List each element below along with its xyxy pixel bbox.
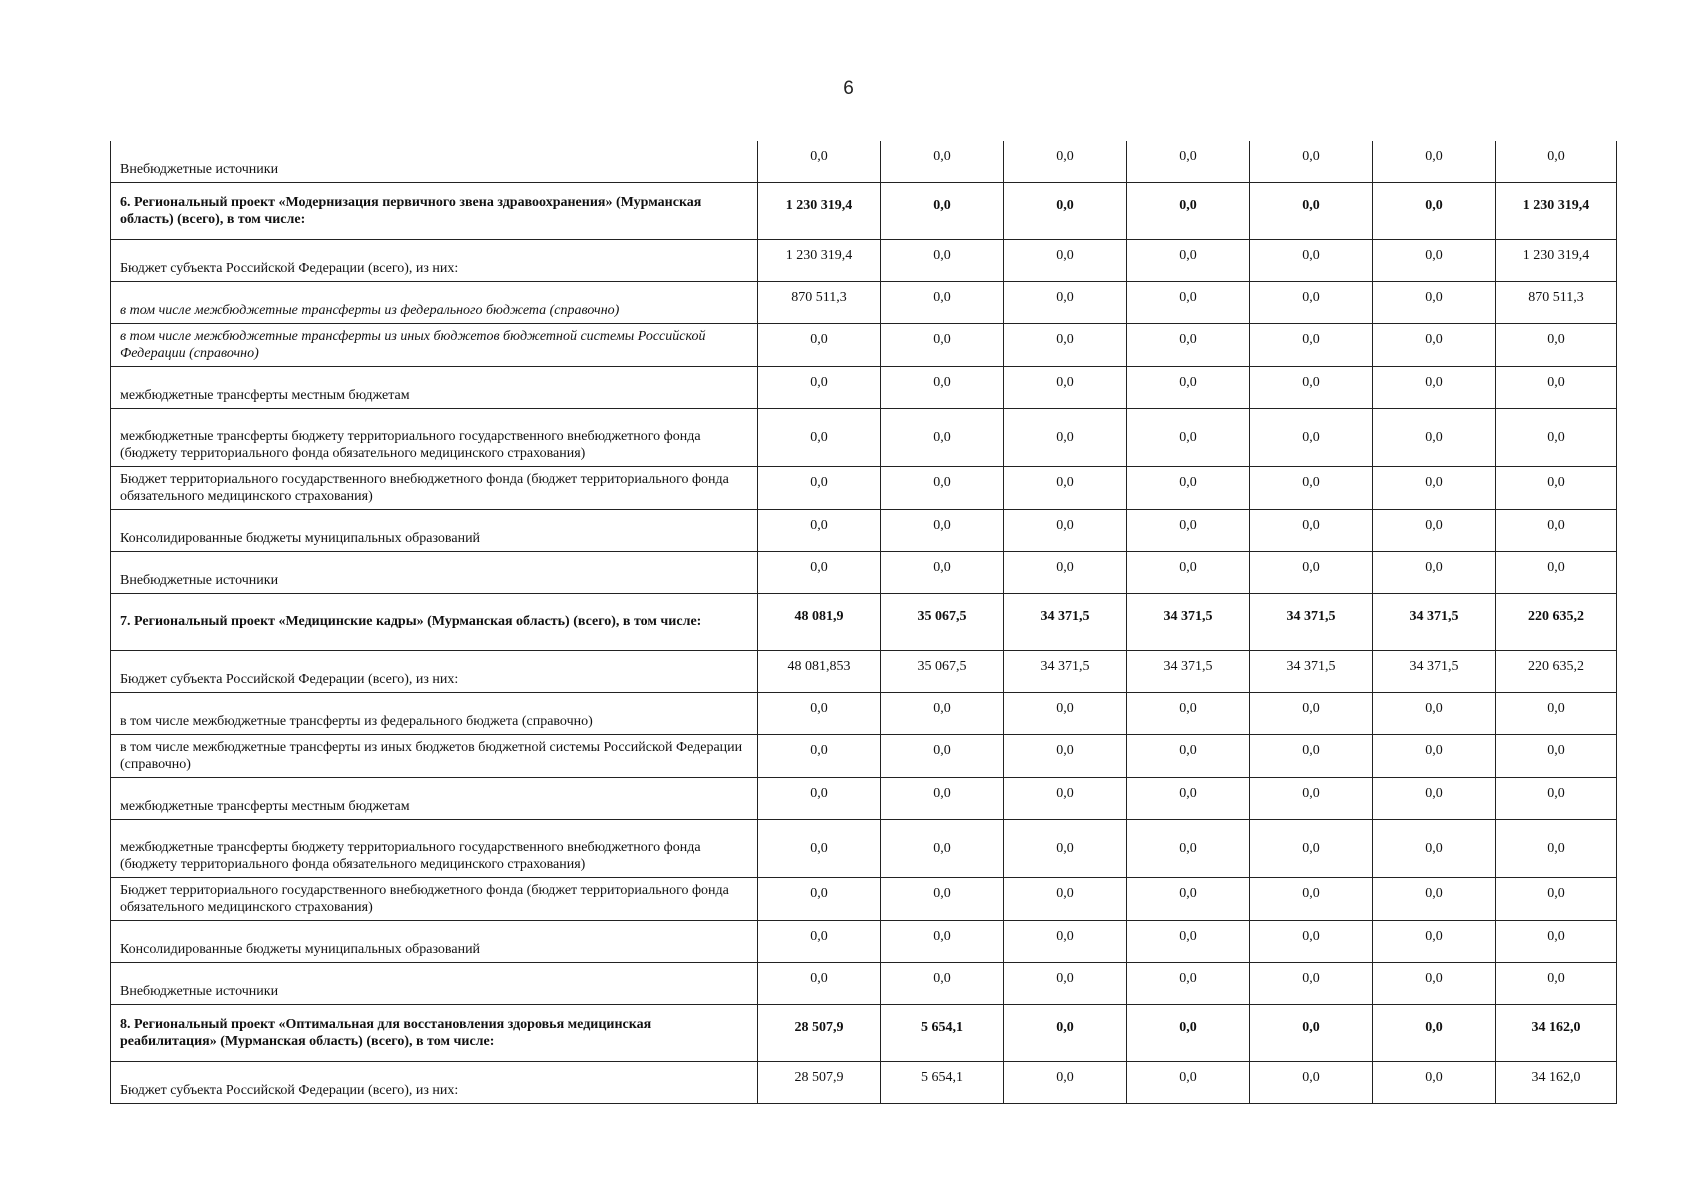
value-cell: 0,0 <box>881 182 1004 239</box>
value-cell: 0,0 <box>1127 466 1250 509</box>
value-cell: 0,0 <box>881 366 1004 408</box>
value-cell: 0,0 <box>1250 777 1373 819</box>
value-cell: 0,0 <box>758 323 881 366</box>
value-cell: 0,0 <box>1496 920 1617 962</box>
value-cell: 0,0 <box>1373 819 1496 877</box>
value-cell: 0,0 <box>1496 141 1617 182</box>
value-cell: 0,0 <box>881 877 1004 920</box>
value-cell: 34 371,5 <box>1127 650 1250 692</box>
value-cell: 0,0 <box>1373 734 1496 777</box>
value-cell: 870 511,3 <box>758 281 881 323</box>
value-cell: 0,0 <box>1373 1061 1496 1103</box>
value-cell: 0,0 <box>1373 962 1496 1004</box>
row-label: Консолидированные бюджеты муниципальных образований <box>111 920 758 962</box>
row-label: Бюджет территориального государственного внебюджетного фонда (бюджет территориального фонда обязательного медицинского страхования) <box>111 877 758 920</box>
value-cell: 0,0 <box>1496 734 1617 777</box>
value-cell: 0,0 <box>1250 141 1373 182</box>
value-cell: 28 507,9 <box>758 1061 881 1103</box>
value-cell: 1 230 319,4 <box>1496 182 1617 239</box>
row-label: в том числе межбюджетные трансферты из федерального бюджета (справочно) <box>111 692 758 734</box>
value-cell: 0,0 <box>1127 408 1250 466</box>
value-cell: 0,0 <box>1004 182 1127 239</box>
value-cell: 0,0 <box>1250 1004 1373 1061</box>
value-cell: 0,0 <box>1004 281 1127 323</box>
value-cell: 0,0 <box>1127 182 1250 239</box>
row-label: Внебюджетные источники <box>111 141 758 182</box>
value-cell: 34 371,5 <box>1373 650 1496 692</box>
value-cell: 34 162,0 <box>1496 1004 1617 1061</box>
value-cell: 0,0 <box>1373 408 1496 466</box>
row-label: Бюджет субъекта Российской Федерации (всего), из них: <box>111 650 758 692</box>
value-cell: 0,0 <box>1250 877 1373 920</box>
row-label: межбюджетные трансферты бюджету территориального государственного внебюджетного фонда (бюджету территориального фонда обязательного медицинского страхования) <box>111 819 758 877</box>
value-cell: 0,0 <box>881 239 1004 281</box>
value-cell: 34 371,5 <box>1250 650 1373 692</box>
value-cell: 0,0 <box>1250 239 1373 281</box>
value-cell: 0,0 <box>758 509 881 551</box>
value-cell: 0,0 <box>1127 551 1250 593</box>
value-cell: 0,0 <box>1004 962 1127 1004</box>
value-cell: 0,0 <box>758 777 881 819</box>
budget-table <box>110 141 1617 1104</box>
value-cell: 0,0 <box>1004 692 1127 734</box>
value-cell: 0,0 <box>1004 141 1127 182</box>
value-cell: 0,0 <box>881 920 1004 962</box>
table-row <box>111 777 1617 819</box>
row-label: в том числе межбюджетные трансферты из иных бюджетов бюджетной системы Российской Федерации (справочно) <box>111 734 758 777</box>
value-cell: 0,0 <box>1004 239 1127 281</box>
value-cell: 0,0 <box>758 408 881 466</box>
value-cell: 5 654,1 <box>881 1004 1004 1061</box>
table-row <box>111 281 1617 323</box>
value-cell: 0,0 <box>1373 551 1496 593</box>
table-row <box>111 920 1617 962</box>
value-cell: 28 507,9 <box>758 1004 881 1061</box>
value-cell: 0,0 <box>881 281 1004 323</box>
table-row <box>111 1061 1617 1103</box>
value-cell: 0,0 <box>1004 366 1127 408</box>
value-cell: 0,0 <box>1373 692 1496 734</box>
value-cell: 0,0 <box>1373 920 1496 962</box>
value-cell: 0,0 <box>881 323 1004 366</box>
value-cell: 0,0 <box>1004 323 1127 366</box>
value-cell: 0,0 <box>1250 819 1373 877</box>
table-row <box>111 366 1617 408</box>
row-label: Внебюджетные источники <box>111 551 758 593</box>
value-cell: 0,0 <box>881 551 1004 593</box>
value-cell: 0,0 <box>1250 182 1373 239</box>
value-cell: 34 371,5 <box>1004 593 1127 650</box>
row-label: Бюджет территориального государственного внебюджетного фонда (бюджет территориального фонда обязательного медицинского страхования) <box>111 466 758 509</box>
value-cell: 0,0 <box>1496 692 1617 734</box>
table-row <box>111 239 1617 281</box>
value-cell: 1 230 319,4 <box>758 239 881 281</box>
value-cell: 0,0 <box>1373 777 1496 819</box>
value-cell: 34 371,5 <box>1127 593 1250 650</box>
value-cell: 0,0 <box>1373 877 1496 920</box>
value-cell: 0,0 <box>1373 141 1496 182</box>
row-label: 7. Региональный проект «Медицинские кадры» (Мурманская область) (всего), в том числе: <box>111 593 758 650</box>
row-label: 8. Региональный проект «Оптимальная для восстановления здоровья медицинская реабилитация» (Мурманская область) (всего), в том числе: <box>111 1004 758 1061</box>
value-cell: 34 371,5 <box>1004 650 1127 692</box>
row-label: Внебюджетные источники <box>111 962 758 1004</box>
value-cell: 0,0 <box>1373 466 1496 509</box>
value-cell: 0,0 <box>1496 509 1617 551</box>
value-cell: 35 067,5 <box>881 650 1004 692</box>
value-cell: 0,0 <box>1250 466 1373 509</box>
row-label: межбюджетные трансферты местным бюджетам <box>111 777 758 819</box>
value-cell: 0,0 <box>1127 692 1250 734</box>
value-cell: 0,0 <box>1250 962 1373 1004</box>
value-cell: 0,0 <box>1250 281 1373 323</box>
table-row <box>111 1004 1617 1061</box>
value-cell: 220 635,2 <box>1496 593 1617 650</box>
value-cell: 0,0 <box>1496 962 1617 1004</box>
value-cell: 0,0 <box>1250 323 1373 366</box>
value-cell: 0,0 <box>1127 1004 1250 1061</box>
value-cell: 0,0 <box>1127 323 1250 366</box>
table-row <box>111 408 1617 466</box>
value-cell: 0,0 <box>758 366 881 408</box>
value-cell: 0,0 <box>1127 734 1250 777</box>
table-row <box>111 466 1617 509</box>
value-cell: 0,0 <box>881 734 1004 777</box>
value-cell: 48 081,853 <box>758 650 881 692</box>
value-cell: 0,0 <box>1373 366 1496 408</box>
value-cell: 0,0 <box>1250 920 1373 962</box>
value-cell: 0,0 <box>1496 466 1617 509</box>
value-cell: 0,0 <box>758 962 881 1004</box>
value-cell: 0,0 <box>758 920 881 962</box>
value-cell: 0,0 <box>1496 323 1617 366</box>
row-label: Консолидированные бюджеты муниципальных образований <box>111 509 758 551</box>
value-cell: 0,0 <box>881 141 1004 182</box>
value-cell: 5 654,1 <box>881 1061 1004 1103</box>
row-label: 6. Региональный проект «Модернизация первичного звена здравоохранения» (Мурманская область) (всего), в том числе: <box>111 182 758 239</box>
value-cell: 0,0 <box>758 692 881 734</box>
value-cell: 0,0 <box>1496 408 1617 466</box>
value-cell: 0,0 <box>1496 551 1617 593</box>
value-cell: 0,0 <box>881 509 1004 551</box>
value-cell: 0,0 <box>1496 366 1617 408</box>
value-cell: 34 371,5 <box>1373 593 1496 650</box>
row-label: Бюджет субъекта Российской Федерации (всего), из них: <box>111 239 758 281</box>
value-cell: 0,0 <box>1250 551 1373 593</box>
value-cell: 0,0 <box>758 141 881 182</box>
value-cell: 0,0 <box>881 962 1004 1004</box>
row-label: межбюджетные трансферты бюджету территориального государственного внебюджетного фонда (бюджету территориального фонда обязательного медицинского страхования) <box>111 408 758 466</box>
row-label: межбюджетные трансферты местным бюджетам <box>111 366 758 408</box>
row-label: в том числе межбюджетные трансферты из федерального бюджета (справочно) <box>111 281 758 323</box>
value-cell: 0,0 <box>1127 819 1250 877</box>
value-cell: 0,0 <box>1250 692 1373 734</box>
value-cell: 0,0 <box>1250 366 1373 408</box>
value-cell: 0,0 <box>1496 819 1617 877</box>
value-cell: 0,0 <box>1004 877 1127 920</box>
value-cell: 0,0 <box>1127 920 1250 962</box>
value-cell: 0,0 <box>1127 141 1250 182</box>
value-cell: 0,0 <box>1496 777 1617 819</box>
value-cell: 0,0 <box>1004 920 1127 962</box>
value-cell: 48 081,9 <box>758 593 881 650</box>
value-cell: 0,0 <box>1127 777 1250 819</box>
value-cell: 0,0 <box>1373 1004 1496 1061</box>
value-cell: 220 635,2 <box>1496 650 1617 692</box>
value-cell: 0,0 <box>1004 819 1127 877</box>
value-cell: 0,0 <box>1127 509 1250 551</box>
table-row <box>111 962 1617 1004</box>
value-cell: 0,0 <box>1127 962 1250 1004</box>
value-cell: 0,0 <box>881 777 1004 819</box>
value-cell: 0,0 <box>758 551 881 593</box>
row-label: Бюджет субъекта Российской Федерации (всего), из них: <box>111 1061 758 1103</box>
value-cell: 0,0 <box>1004 1061 1127 1103</box>
value-cell: 0,0 <box>758 819 881 877</box>
value-cell: 0,0 <box>881 819 1004 877</box>
value-cell: 0,0 <box>1004 408 1127 466</box>
table-row <box>111 819 1617 877</box>
value-cell: 0,0 <box>1373 182 1496 239</box>
row-label: в том числе межбюджетные трансферты из иных бюджетов бюджетной системы Российской Федерации (справочно) <box>111 323 758 366</box>
value-cell: 0,0 <box>1373 239 1496 281</box>
value-cell: 0,0 <box>758 466 881 509</box>
value-cell: 0,0 <box>1127 366 1250 408</box>
budget-table-body <box>111 141 1617 1103</box>
table-row <box>111 323 1617 366</box>
table-row <box>111 877 1617 920</box>
table-row <box>111 650 1617 692</box>
value-cell: 0,0 <box>1127 239 1250 281</box>
value-cell: 870 511,3 <box>1496 281 1617 323</box>
value-cell: 0,0 <box>1373 323 1496 366</box>
value-cell: 0,0 <box>1250 1061 1373 1103</box>
value-cell: 0,0 <box>1127 281 1250 323</box>
value-cell: 0,0 <box>1250 408 1373 466</box>
value-cell: 34 371,5 <box>1250 593 1373 650</box>
value-cell: 1 230 319,4 <box>1496 239 1617 281</box>
table-row <box>111 182 1617 239</box>
value-cell: 0,0 <box>758 877 881 920</box>
value-cell: 0,0 <box>1004 466 1127 509</box>
table-row <box>111 551 1617 593</box>
value-cell: 34 162,0 <box>1496 1061 1617 1103</box>
table-row <box>111 593 1617 650</box>
value-cell: 0,0 <box>1373 281 1496 323</box>
value-cell: 0,0 <box>1004 1004 1127 1061</box>
value-cell: 0,0 <box>1004 509 1127 551</box>
page-number: 6 <box>843 78 854 99</box>
value-cell: 0,0 <box>758 734 881 777</box>
value-cell: 0,0 <box>1127 877 1250 920</box>
value-cell: 0,0 <box>1250 509 1373 551</box>
value-cell: 0,0 <box>1004 777 1127 819</box>
value-cell: 35 067,5 <box>881 593 1004 650</box>
table-row <box>111 509 1617 551</box>
table-row <box>111 141 1617 182</box>
table-row <box>111 692 1617 734</box>
value-cell: 0,0 <box>1250 734 1373 777</box>
value-cell: 0,0 <box>1373 509 1496 551</box>
value-cell: 1 230 319,4 <box>758 182 881 239</box>
table-row <box>111 734 1617 777</box>
value-cell: 0,0 <box>1004 734 1127 777</box>
value-cell: 0,0 <box>1496 877 1617 920</box>
value-cell: 0,0 <box>1004 551 1127 593</box>
value-cell: 0,0 <box>1127 1061 1250 1103</box>
value-cell: 0,0 <box>881 466 1004 509</box>
value-cell: 0,0 <box>881 408 1004 466</box>
value-cell: 0,0 <box>881 692 1004 734</box>
